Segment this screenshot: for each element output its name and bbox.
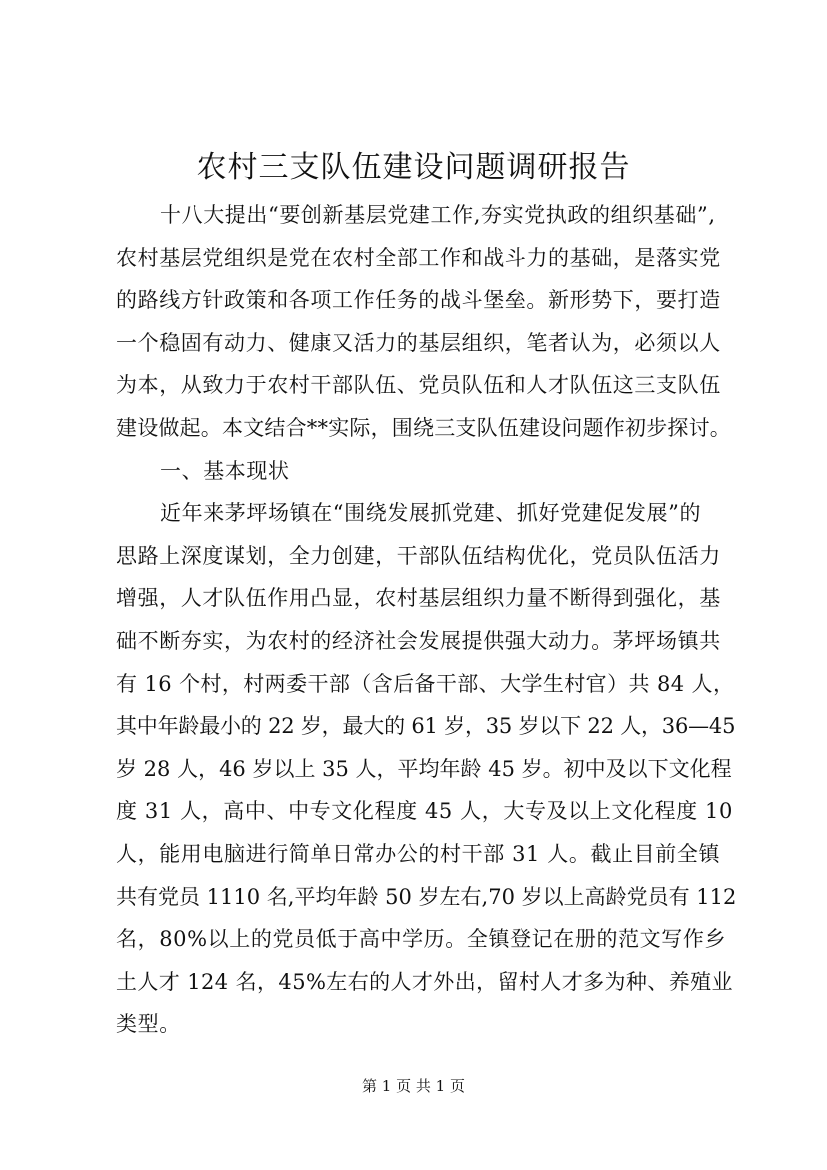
paragraph-line: 的路线方针政策和各项工作任务的战斗堡垒。新形势下，要打造 — [116, 288, 721, 313]
document-body — [116, 194, 736, 1046]
paragraph-line: 名，80%以上的党员低于高中学历。全镇登记在册的范文写作乡 — [116, 927, 727, 952]
paragraph-line: 土人才 124 名，45%左右的人才外出，留村人才多为种、养殖业 — [116, 969, 733, 994]
paragraph-line: 度 31 人，高中、中专文化程度 45 人，大专及以上文化程度 10 — [116, 799, 733, 824]
paragraph-line: 人，能用电脑进行简单日常办公的村干部 31 人。截止目前全镇 — [116, 841, 721, 866]
paragraph-line: 增强，人才队伍作用凸显，农村基层组织力量不断得到强化，基 — [116, 586, 721, 611]
paragraph-line: 为本，从致力于农村干部队伍、党员队伍和人才队伍这三支队伍 — [116, 373, 721, 398]
paragraph-line: 思路上深度谋划，全力创建，干部队伍结构优化，党员队伍活力 — [116, 543, 721, 568]
page-footer: 第 1 页 共 1 页 — [362, 1077, 465, 1095]
paragraph-line: 其中年龄最小的 22 岁，最大的 61 岁，35 岁以下 22 人，36—45 — [116, 714, 736, 739]
paragraph-line: 共有党员 1110 名,平均年龄 50 岁左右,70 岁以上高龄党员有 112 — [116, 884, 737, 909]
paragraph-line: 近年来茅坪场镇在“围绕发展抓党建、抓好党建促发展”的 — [160, 501, 702, 526]
paragraph-line: 有 16 个村，村两委干部（含后备干部、大学生村官）共 84 人， — [116, 671, 735, 696]
paragraph-line: 农村基层党组织是党在农村全部工作和战斗力的基础，是落实党 — [116, 245, 721, 270]
paragraph-line: 十八大提出“要创新基层党建工作,夯实党执政的组织基础”, — [160, 203, 716, 227]
document-title: 农村三支队伍建设问题调研报告 — [196, 150, 631, 185]
paragraph-line: 一个稳固有动力、健康又活力的基层组织，笔者认为，必须以人 — [116, 330, 721, 355]
section-heading: 一、基本现状 — [160, 458, 290, 483]
paragraph-line: 类型。 — [116, 1012, 181, 1037]
paragraph-line: 础不断夯实，为农村的经济社会发展提供强大动力。茅坪场镇共 — [116, 628, 721, 653]
paragraph-line: 岁 28 人，46 岁以上 35 人，平均年龄 45 岁。初中及以下文化程 — [116, 756, 732, 781]
paragraph-line: 建设做起。本文结合**实际，围绕三支队伍建设问题作初步探讨。 — [116, 415, 731, 440]
